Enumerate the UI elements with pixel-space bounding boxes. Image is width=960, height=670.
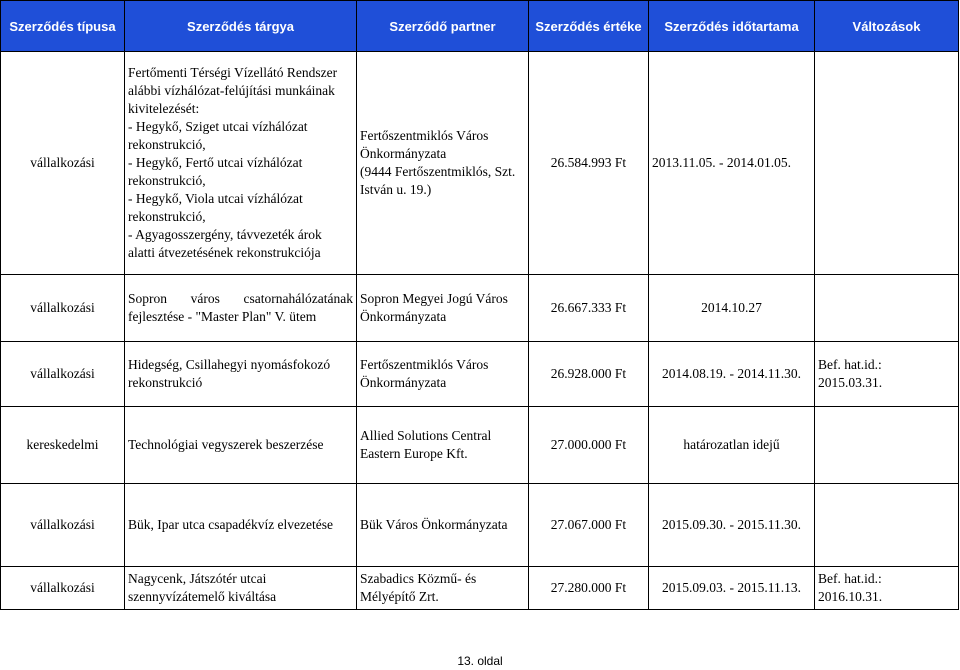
cell-duration: 2013.11.05. - 2014.01.05.: [649, 52, 815, 275]
cell-changes: Bef. hat.id.: 2015.03.31.: [815, 342, 959, 407]
cell-duration: 2015.09.03. - 2015.11.13.: [649, 567, 815, 610]
table-row: [1, 484, 959, 567]
cell-value: 26.928.000 Ft: [529, 342, 649, 407]
header-value: Szerződés értéke: [529, 1, 649, 52]
header-type: Szerződés típusa: [1, 1, 125, 52]
table-row: [1, 275, 959, 342]
cell-changes: [815, 484, 959, 567]
cell-type: vállalkozási: [1, 52, 125, 275]
cell-subject: Sopron város csatornahálózatának fejlesztése - "Master Plan" V. ütem: [125, 275, 357, 342]
cell-value: 26.667.333 Ft: [529, 275, 649, 342]
cell-value: 27.280.000 Ft: [529, 567, 649, 610]
cell-duration: 2014.08.19. - 2014.11.30.: [649, 342, 815, 407]
cell-partner: Fertőszentmiklós Város Önkormányzata: [357, 342, 529, 407]
cell-value: 26.584.993 Ft: [529, 52, 649, 275]
cell-value: 27.067.000 Ft: [529, 484, 649, 567]
table-row: [1, 407, 959, 484]
header-subject: Szerződés tárgya: [125, 1, 357, 52]
page-number: 13. oldal: [457, 654, 503, 668]
header-row: [1, 1, 959, 52]
cell-duration: határozatlan idejű: [649, 407, 815, 484]
cell-partner: Szabadics Közmű- és Mélyépítő Zrt.: [357, 567, 529, 610]
table-row: [1, 52, 959, 275]
header-duration: Szerződés időtartama: [649, 1, 815, 52]
cell-subject: Bük, Ipar utca csapadékvíz elvezetése: [125, 484, 357, 567]
cell-type: vállalkozási: [1, 484, 125, 567]
table-row: [1, 567, 959, 610]
cell-type: vállalkozási: [1, 567, 125, 610]
cell-subject: Hidegség, Csillahegyi nyomásfokozó rekonstrukció: [125, 342, 357, 407]
cell-changes: [815, 52, 959, 275]
cell-subject: Nagycenk, Játszótér utcai szennyvízátemelő kiváltása: [125, 567, 357, 610]
cell-duration: 2015.09.30. - 2015.11.30.: [649, 484, 815, 567]
cell-value: 27.000.000 Ft: [529, 407, 649, 484]
header-partner: Szerződő partner: [357, 1, 529, 52]
cell-type: vállalkozási: [1, 275, 125, 342]
cell-duration: 2014.10.27: [649, 275, 815, 342]
table-row: [1, 342, 959, 407]
cell-subject: Technológiai vegyszerek beszerzése: [125, 407, 357, 484]
cell-partner: Bük Város Önkormányzata: [357, 484, 529, 567]
header-changes: Változások: [815, 1, 959, 52]
cell-changes: [815, 407, 959, 484]
cell-partner: Allied Solutions Central Eastern Europe Kft.: [357, 407, 529, 484]
cell-type: kereskedelmi: [1, 407, 125, 484]
cell-changes: Bef. hat.id.: 2016.10.31.: [815, 567, 959, 610]
cell-partner: Sopron Megyei Jogú Város Önkormányzata: [357, 275, 529, 342]
cell-changes: [815, 275, 959, 342]
cell-type: vállalkozási: [1, 342, 125, 407]
cell-subject: Fertőmenti Térségi Vízellátó Rendszer alábbi vízhálózat-felújítási munkáinak kivitelezését: - Hegykő, Sziget utcai vízhálózat rekonstrukció, - Hegykő, Fertő utcai vízhálózat rekonstrukció, - Hegykő, Viola utcai vízhálózat rekonstrukció, - Agyagosszergény, távvezeték árok alatti átvezetésének rekonstrukciója: [125, 52, 357, 275]
cell-partner: Fertőszentmiklós Város Önkormányzata (9444 Fertőszentmiklós, Szt. István u. 19.): [357, 52, 529, 275]
